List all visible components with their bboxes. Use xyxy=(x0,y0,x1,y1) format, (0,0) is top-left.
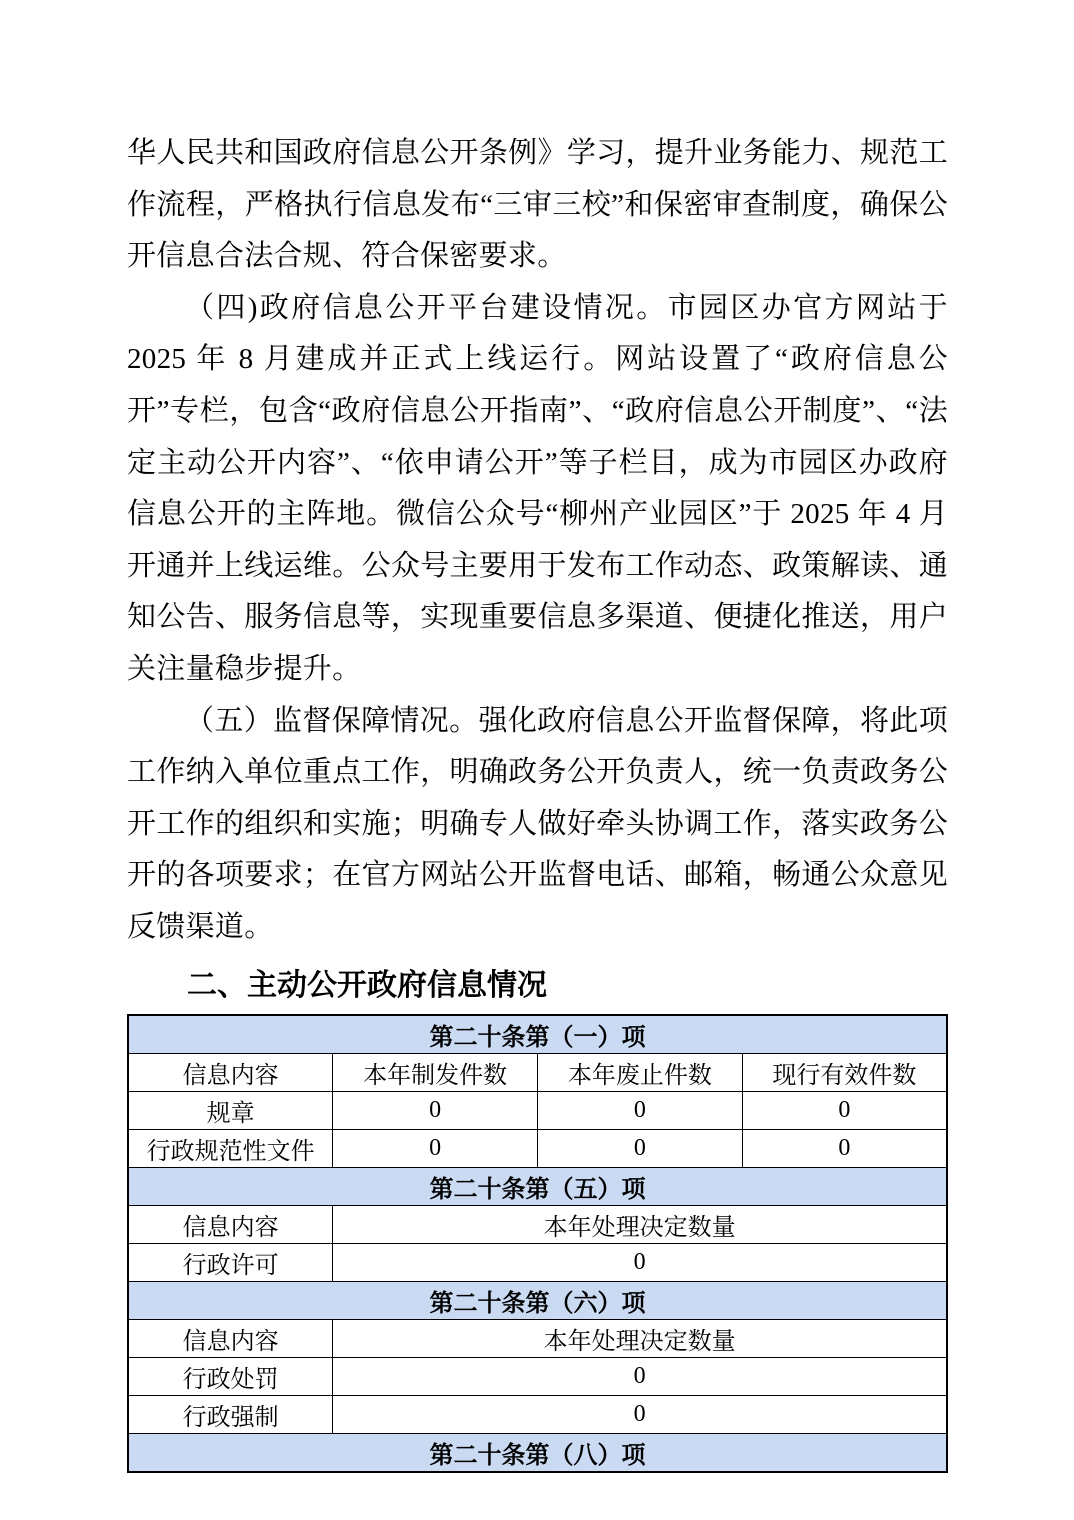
section-header-article20-item8: 第二十条第（八）项 xyxy=(128,1433,947,1472)
cell-value: 0 xyxy=(333,1395,947,1433)
table-row xyxy=(128,1053,947,1091)
row-label: 行政许可 xyxy=(128,1243,333,1281)
table-row xyxy=(128,1015,947,1054)
cell-value: 0 xyxy=(538,1129,743,1167)
column-header: 本年处理决定数量 xyxy=(333,1205,947,1243)
cell-value: 0 xyxy=(742,1091,947,1129)
row-label: 规章 xyxy=(128,1091,333,1129)
cell-value: 0 xyxy=(333,1091,538,1129)
cell-value: 0 xyxy=(742,1129,947,1167)
table-row xyxy=(128,1395,947,1433)
column-header: 信息内容 xyxy=(128,1205,333,1243)
table-row xyxy=(128,1243,947,1281)
table-row xyxy=(128,1433,947,1472)
table-row xyxy=(128,1319,947,1357)
column-header: 信息内容 xyxy=(128,1319,333,1357)
table-row xyxy=(128,1091,947,1129)
row-label: 行政处罚 xyxy=(128,1357,333,1395)
section-heading-active-disclosure: 二、主动公开政府信息情况 xyxy=(187,968,547,1002)
section-header-article20-item1: 第二十条第（一）项 xyxy=(128,1015,947,1054)
table-row xyxy=(128,1281,947,1319)
table-row xyxy=(128,1205,947,1243)
disclosure-statistics-table xyxy=(127,1014,948,1473)
column-header: 信息内容 xyxy=(128,1053,333,1091)
cell-value: 0 xyxy=(333,1129,538,1167)
row-label: 行政规范性文件 xyxy=(128,1129,333,1167)
column-header: 本年制发件数 xyxy=(333,1053,538,1091)
table-row xyxy=(128,1357,947,1395)
section-header-article20-item6: 第二十条第（六）项 xyxy=(128,1281,947,1319)
paragraph-platform-construction: （四)政府信息公开平台建设情况。市园区办官方网站于 2025 年 8 月建成并正式上线运行。网站设置了“政府信息公开”专栏，包含“政府信息公开指南”、“政府信息公开制度”、“法定主动公开内容”、“依申请公开”等子栏目，成为市园区办政府信息公开的主阵地。微信公众号“柳州产业园区”于 2025 年 4 月开通并上线运维。公众号主要用于发布工作动态、政策解读、通知公告、服务信息等，实现重要信息多渠道、便捷化推送，用户关注量稳步提升。 xyxy=(127,291,948,685)
column-header: 本年废止件数 xyxy=(538,1053,743,1091)
cell-value: 0 xyxy=(538,1091,743,1129)
table-row xyxy=(128,1129,947,1167)
cell-value: 0 xyxy=(333,1357,947,1395)
paragraph-continuation: 华人民共和国政府信息公开条例》学习，提升业务能力、规范工作流程，严格执行信息发布“三审三校”和保密审查制度，确保公开信息合法合规、符合保密要求。 xyxy=(127,137,948,273)
cell-value: 0 xyxy=(333,1243,947,1281)
column-header: 现行有效件数 xyxy=(742,1053,947,1091)
section-header-article20-item5: 第二十条第（五）项 xyxy=(128,1167,947,1205)
column-header: 本年处理决定数量 xyxy=(333,1319,947,1357)
paragraph-supervision: （五）监督保障情况。强化政府信息公开监督保障，将此项工作纳入单位重点工作，明确政务公开负责人，统一负责政务公开工作的组织和实施；明确专人做好牵头协调工作，落实政务公开的各项要求；在官方网站公开监督电话、邮箱，畅通公众意见反馈渠道。 xyxy=(127,704,948,943)
row-label: 行政强制 xyxy=(128,1395,333,1433)
table-row xyxy=(128,1167,947,1205)
